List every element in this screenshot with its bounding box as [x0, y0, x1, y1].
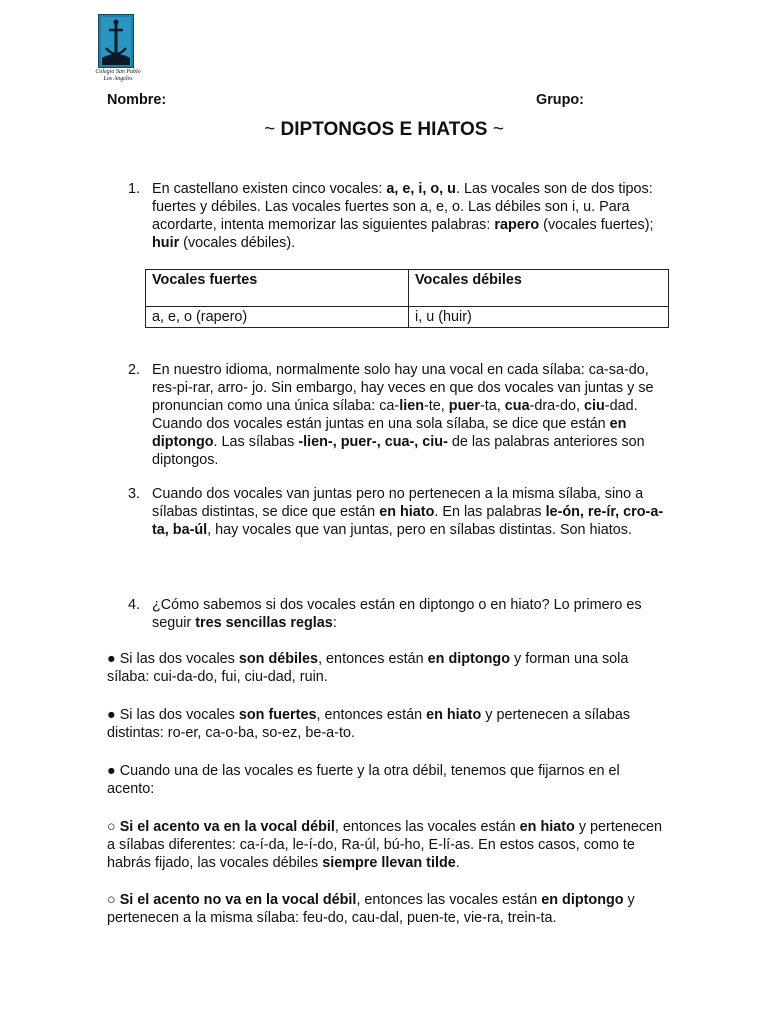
table-header-row [146, 270, 669, 307]
bullet-filled-icon: ● [107, 651, 116, 667]
bullet-filled-icon: ● [107, 763, 116, 779]
list-item-2: 2. En nuestro idioma, normalmente solo hay una vocal en cada sílaba: ca-sa-do, res-pi-rar, arro- jo. Sin embargo, hay veces en que dos vocales van juntas y se pronuncian como una única sílaba: ca-lien-te, puer-ta, cua-dra-do, ciu-dad. Cuando dos vocales están juntas en una sola sílaba, se dice que están en diptongo. Las sílabas -lien-, puer-, cua-, ciu- de las palabras anteriores son diptongos. [128, 362, 654, 468]
table-row [146, 307, 669, 328]
vowels-table [145, 269, 669, 328]
item-number: 2. [128, 362, 141, 378]
item-number: 1. [128, 181, 141, 197]
name-label: Nombre: [107, 92, 167, 108]
bullet-hollow-icon: ○ [107, 819, 116, 835]
table-cell-weak: i, u (huir) [409, 307, 669, 328]
bullet-hollow-icon: ○ [107, 892, 116, 908]
item-number: 4. [128, 597, 141, 613]
title-tilde-left: ~ [264, 119, 276, 140]
rule-accent-weak: ○ Si el acento va en la vocal débil, entonces las vocales están en hiato y pertenecen a sílabas diferentes: ca-í-da, le-í-do, Ra-úl, bú-ho, E-lí-as. En estos casos, como te habrás fijado, las vocales débiles siempre llevan tilde. [107, 819, 663, 871]
item-number: 3. [128, 486, 141, 502]
table-header-strong: Vocales fuertes [146, 270, 409, 307]
table-header-weak: Vocales débiles [409, 270, 669, 307]
rule-strong-strong: ● Si las dos vocales son fuertes, entonces están en hiato y pertenecen a sílabas distintas: ro-er, ca-o-ba, so-ez, be-a-to. [107, 707, 631, 741]
title-tilde-right: ~ [492, 119, 504, 140]
rule-weak-weak: ● Si las dos vocales son débiles, entonces están en diptongo y forman una sola sílaba: cui-da-do, fui, ciu-dad, ruin. [107, 651, 629, 685]
list-item-1: 1. En castellano existen cinco vocales: a, e, i, o, u. Las vocales son de dos tipos: fuertes y débiles. Las vocales fuertes son a, e, o. Las débiles son i, u. Para acordarte, intenta memorizar las siguientes palabras: rapero (vocales fuertes); huir (vocales débiles). [128, 181, 654, 251]
list-item-4: 4. ¿Cómo sabemos si dos vocales están en diptongo o en hiato? Lo primero es seguir tres sencillas reglas: [128, 597, 642, 631]
title-text: DIPTONGOS E HIATOS [280, 119, 488, 140]
shield-anchor-icon [98, 14, 134, 68]
rule-accent-not-weak: ○ Si el acento no va en la vocal débil, entonces las vocales están en diptongo y pertenecen a la misma sílaba: feu-do, cau-dal, puen-te, vie-ra, trein-ta. [107, 892, 635, 926]
list-item-3: 3. Cuando dos vocales van juntas pero no pertenecen a la misma sílaba, sino a sílabas distintas, se dice que están en hiato. En las palabras le-ón, re-ír, cro-a-ta, ba-úl, hay vocales que van juntas, pero en sílabas distintas. Son hiatos. [128, 486, 664, 538]
bullet-filled-icon: ● [107, 707, 116, 723]
rule-mixed: ● Cuando una de las vocales es fuerte y la otra débil, tenemos que fijarnos en el acento: [107, 763, 620, 797]
table-cell-strong: a, e, o (rapero) [146, 307, 409, 328]
page-title [0, 118, 768, 142]
school-logo [88, 14, 148, 83]
group-label: Grupo: [536, 92, 584, 108]
logo-caption: Colegio San Pablo Los Angeles [95, 69, 141, 82]
